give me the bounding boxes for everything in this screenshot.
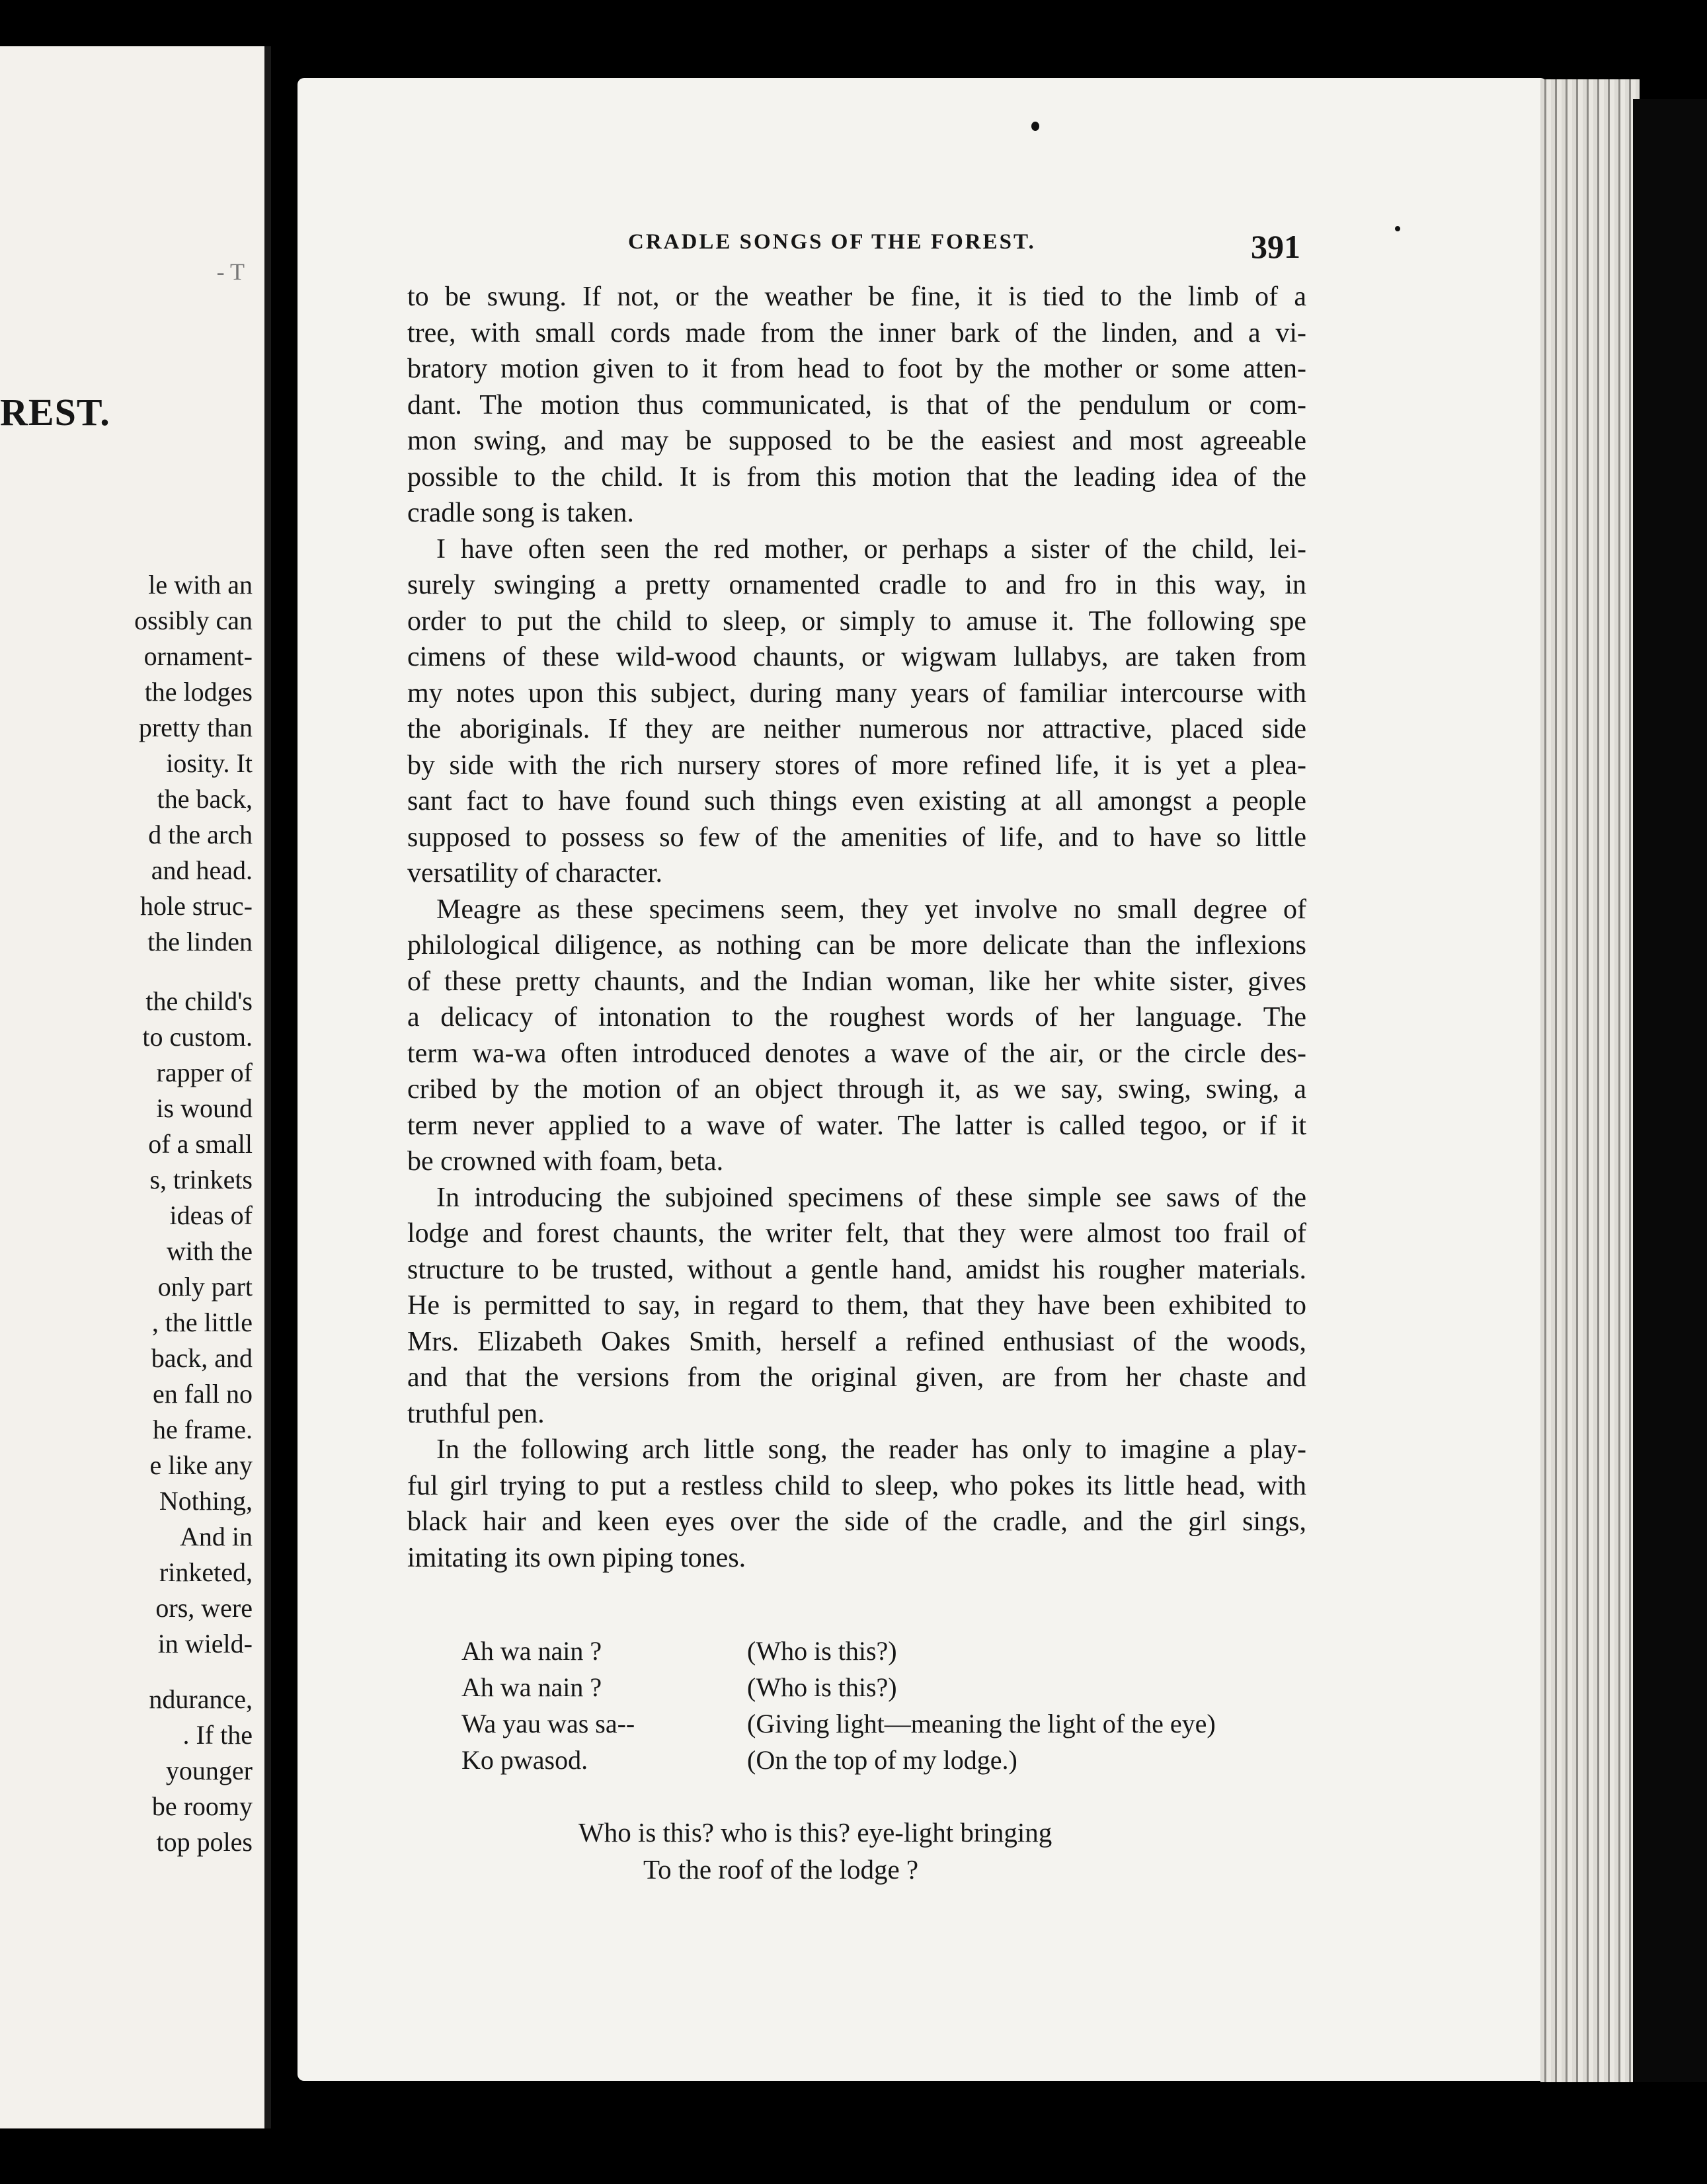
ojibwa-text: Ah wa nain ?	[461, 1636, 602, 1666]
left-text-fragment: en fall no	[152, 1379, 253, 1409]
left-text-fragment: to custom.	[142, 1022, 253, 1052]
left-text-fragment: of a small	[148, 1129, 253, 1159]
left-heading-fragment: REST.	[0, 391, 110, 434]
text-line: imitating its own piping tones.	[407, 1542, 746, 1573]
verse-line	[461, 1633, 1216, 1669]
text-line: supposed to possess so few of the amenities of life, and to have so little	[407, 822, 1306, 853]
left-text-fragment: . If the	[182, 1720, 253, 1750]
text-line: term never applied to a wave of water. The latter is called tegoo, or if it	[407, 1110, 1306, 1141]
ojibwa-text: Wa yau was sa--	[461, 1709, 635, 1738]
text-line: be crowned with foam, beta.	[407, 1146, 724, 1177]
english-gloss: (On the top of my lodge.)	[747, 1745, 1017, 1775]
paragraph-1	[407, 279, 1306, 531]
page-number: 391	[1251, 228, 1300, 265]
left-text-fragment: the back,	[157, 784, 253, 814]
left-text-fragment: pretty than	[138, 713, 253, 742]
left-text-fragment: rinketed,	[159, 1557, 253, 1587]
left-text-fragment: ossibly can	[134, 605, 253, 635]
text-line: of these pretty chaunts, and the Indian woman, like her white sister, gives	[407, 966, 1306, 997]
text-line: order to put the child to sleep, or simply to amuse it. The following spe	[407, 605, 1306, 637]
left-text-fragment: the child's	[145, 986, 253, 1016]
running-head: CRADLE SONGS OF THE FOREST.	[628, 230, 1036, 254]
left-text-fragment: and head.	[151, 855, 253, 885]
left-text-fragment: the linden	[147, 927, 253, 956]
left-text-fragment: iosity. It	[166, 748, 253, 778]
english-gloss: (Giving light—meaning the light of the eye)	[747, 1709, 1216, 1738]
text-line: cimens of these wild-wood chaunts, or wigwam lullabys, are taken from	[407, 642, 1306, 672]
ink-speck	[1395, 226, 1400, 231]
left-faint-mark: - T	[216, 258, 245, 285]
text-line: versatility of character.	[407, 858, 662, 888]
left-text-fragment: ndurance,	[149, 1684, 253, 1714]
previous-page-fragment	[0, 46, 271, 2128]
text-line: my notes upon this subject, during many years of familiar intercourse with	[407, 678, 1306, 709]
text-line: Mrs. Elizabeth Oakes Smith, herself a refined enthusiast of the woods,	[407, 1326, 1306, 1357]
text-line: dant. The motion thus communicated, is that of the pendulum or com-	[407, 389, 1306, 420]
text-line: the aboriginals. If they are neither numerous nor attractive, placed side	[407, 714, 1306, 744]
text-line: tree, with small cords made from the inner bark of the linden, and a vi-	[407, 317, 1306, 348]
text-line: cradle song is taken.	[407, 498, 634, 528]
verse-line	[461, 1705, 1216, 1742]
left-text-fragment: ideas of	[169, 1200, 253, 1230]
paragraph-4	[407, 1180, 1306, 1432]
text-line: black hair and keen eyes over the side of the cradle, and the girl sings,	[407, 1506, 1306, 1537]
left-text-fragment: ors, were	[155, 1593, 253, 1623]
left-text-fragment: e like any	[149, 1450, 253, 1480]
text-line: mon swing, and may be supposed to be the easiest and most agreeable	[407, 426, 1306, 456]
left-text-fragment: , the little	[151, 1307, 253, 1337]
text-line: possible to the child. It is from this motion that the leading idea of the	[407, 461, 1306, 492]
text-line: In the following arch little song, the reader has only to imagine a play-	[436, 1434, 1306, 1465]
left-text-fragment: be roomy	[151, 1791, 253, 1821]
ojibwa-text: Ko pwasod.	[461, 1745, 588, 1775]
left-text-fragment: le with an	[148, 570, 253, 600]
left-text-fragment: ornament-	[143, 641, 253, 671]
left-text-fragment: is wound	[156, 1093, 253, 1123]
left-text-fragment: only part	[157, 1272, 253, 1302]
english-gloss: (Who is this?)	[747, 1672, 897, 1702]
text-line: bratory motion given to it from head to foot by the mother or some atten-	[407, 354, 1306, 384]
verse-line	[461, 1669, 1216, 1705]
text-line: I have often seen the red mother, or perhaps a sister of the child, lei-	[436, 533, 1306, 565]
left-text-fragment: hole struc-	[140, 891, 253, 921]
left-text-fragment: back, and	[151, 1343, 253, 1373]
translation-couplet	[578, 1814, 1052, 1888]
text-line: to be swung. If not, or the weather be fine, it is tied to the limb of a	[407, 282, 1306, 312]
verse-line	[461, 1742, 1216, 1778]
couplet-line: Who is this? who is this? eye-light bringing	[578, 1817, 1052, 1848]
couplet-line: To the roof of the lodge ?	[643, 1854, 919, 1885]
left-text-fragment: with the	[167, 1236, 253, 1266]
left-text-fragment: top poles	[156, 1827, 253, 1857]
paragraph-2	[407, 531, 1306, 892]
ojibwa-text: Ah wa nain ?	[461, 1672, 602, 1702]
paragraph-3	[407, 892, 1306, 1180]
text-line: by side with the rich nursery stores of more refined life, it is yet a plea-	[407, 750, 1306, 781]
text-line: ful girl trying to put a restless child to sleep, who pokes its little head, with	[407, 1470, 1306, 1501]
body-text	[407, 279, 1306, 1576]
ink-speck	[1031, 122, 1039, 131]
left-text-fragment: s, trinkets	[149, 1165, 253, 1194]
left-text-fragment: in wield-	[157, 1629, 253, 1658]
text-line: He is permitted to say, in regard to them, that they have been exhibited to	[407, 1290, 1306, 1321]
book-cover-edge	[1633, 99, 1707, 2082]
left-text-fragment: d the arch	[148, 820, 253, 849]
text-line: philological diligence, as nothing can be more delicate than the inflexions	[407, 930, 1306, 960]
english-gloss: (Who is this?)	[747, 1636, 897, 1666]
text-line: and that the versions from the original given, are from her chaste and	[407, 1362, 1306, 1393]
text-line: Meagre as these specimens seem, they yet involve no small degree of	[436, 894, 1306, 925]
song-verse	[461, 1633, 1216, 1778]
text-line: In introducing the subjoined specimens of these simple see saws of the	[436, 1182, 1306, 1213]
paragraph-5	[407, 1432, 1306, 1576]
text-line: truthful pen.	[407, 1398, 545, 1429]
page-block-edge	[1540, 79, 1640, 2082]
text-line: term wa-wa often introduced denotes a wave of the air, or the circle des-	[407, 1038, 1306, 1069]
text-line: structure to be trusted, without a gentle hand, amidst his rougher materials.	[407, 1254, 1306, 1285]
left-text-fragment: he frame.	[152, 1415, 253, 1444]
text-line: sant fact to have found such things even existing at all amongst a people	[407, 786, 1306, 816]
text-line: cribed by the motion of an object through it, as we say, swing, swing, a	[407, 1074, 1306, 1105]
left-text-fragment: Nothing,	[159, 1486, 253, 1516]
text-line: lodge and forest chaunts, the writer felt, that they were almost too frail of	[407, 1218, 1306, 1249]
left-text-fragment: rapper of	[156, 1058, 253, 1087]
text-line: surely swinging a pretty ornamented cradle to and fro in this way, in	[407, 570, 1306, 600]
text-line: a delicacy of intonation to the roughest words of her language. The	[407, 1002, 1306, 1033]
left-text-fragment: And in	[180, 1522, 253, 1551]
left-text-fragment: the lodges	[144, 677, 253, 707]
left-text-fragment: younger	[165, 1756, 253, 1785]
